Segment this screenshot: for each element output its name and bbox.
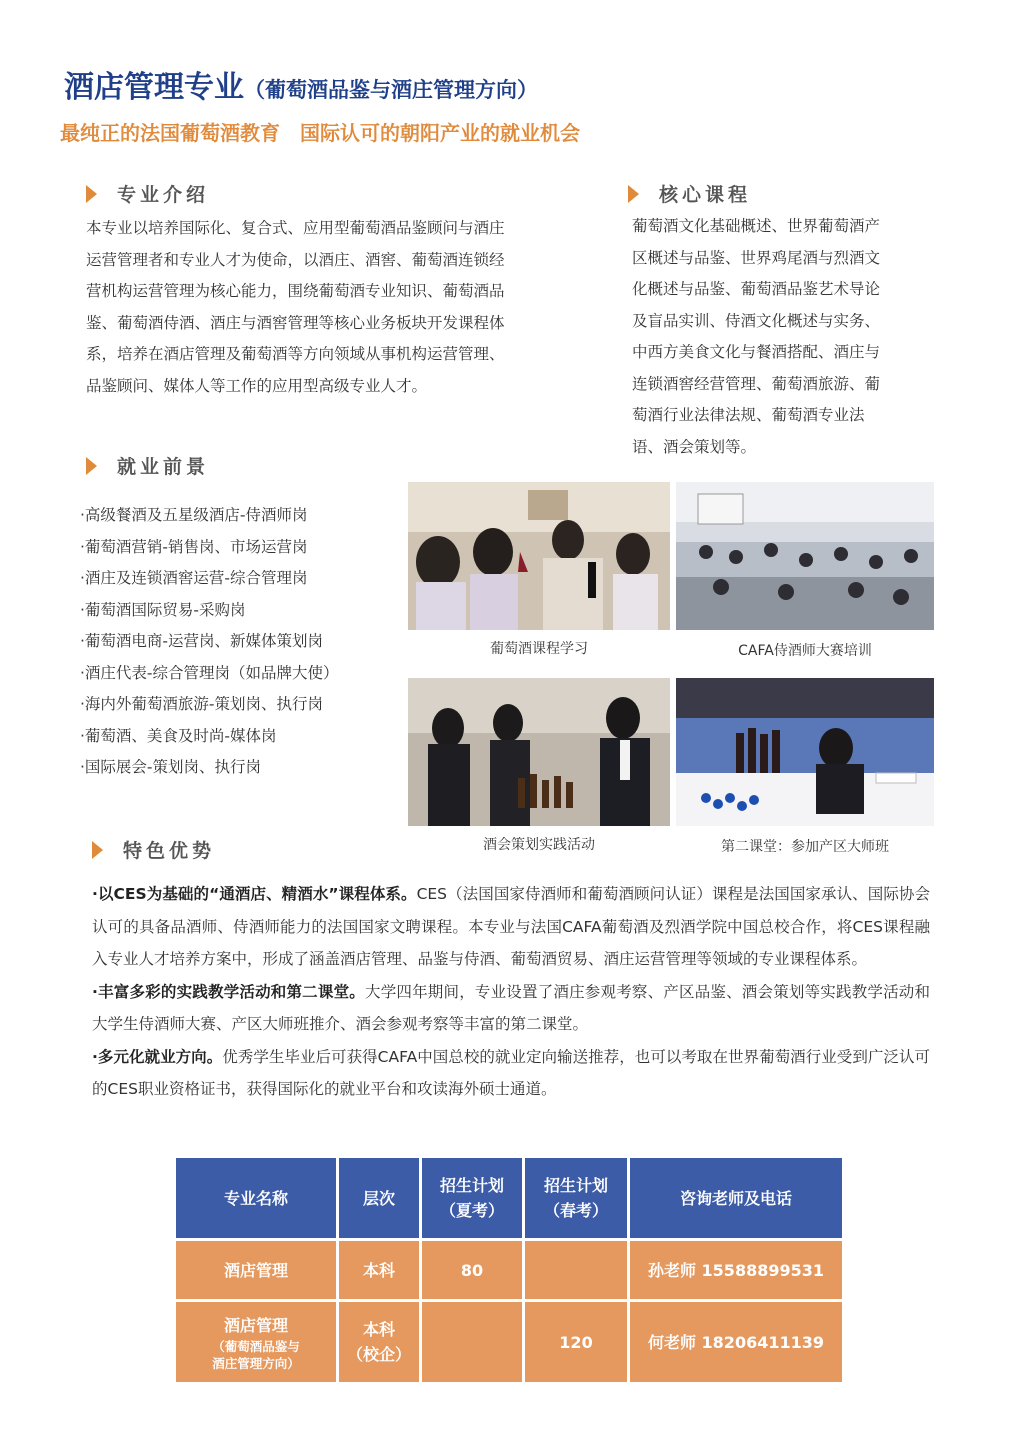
triangle-bullet-icon: [86, 185, 97, 203]
photo-caption: 第二课堂：参加产区大师班: [721, 839, 889, 855]
header-cell: 专业名称: [176, 1158, 336, 1238]
table-cell: 何老师 18206411139: [630, 1302, 842, 1382]
table-cell: 孙老师 15588899531: [630, 1241, 842, 1299]
core-heading: 核心课程: [628, 180, 751, 207]
employment-heading: 就业前景: [86, 452, 209, 479]
core-paragraph: 葡萄酒文化基础概述、世界葡萄酒产 区概述与品鉴、世界鸡尾酒与烈酒文 化概述与品鉴、葡萄酒品鉴艺术导论 及盲品实训、侍酒文化概述与实务、 中西方美食文化与餐酒搭配、酒庄与 连锁酒窖经营管理、葡萄酒旅游、葡 萄酒行业法律法规、葡萄酒专业法 语、酒会策划等。: [632, 217, 881, 456]
table-cell: 酒店管理: [176, 1241, 336, 1299]
list-item: ·酒庄代表-综合管理岗（如品牌大使）: [80, 663, 339, 682]
intro-heading: 专业介绍: [86, 180, 209, 207]
table-cell: 本科: [339, 1241, 419, 1299]
photo-caption: 葡萄酒课程学习: [490, 641, 588, 657]
list-item: ·葡萄酒国际贸易-采购岗: [80, 600, 246, 619]
table-cell: 80: [422, 1241, 522, 1299]
triangle-bullet-icon: [628, 185, 639, 203]
table-row: [176, 1302, 842, 1382]
photo-wine-party: [408, 678, 670, 826]
employment-list: [80, 500, 339, 784]
photo-wine-course: [408, 482, 670, 630]
header-cell: 招生计划 （春考）: [525, 1158, 627, 1238]
photo-caption: 酒会策划实践活动: [483, 837, 595, 853]
title-sub: （葡萄酒品鉴与酒庄管理方向）: [244, 77, 538, 102]
photo-caption: CAFA侍酒师大赛培训: [738, 643, 872, 659]
list-item: ·海内外葡萄酒旅游-策划岗、执行岗: [80, 695, 324, 713]
list-item: ·葡萄酒、美食及时尚-媒体岗: [80, 726, 277, 745]
header-cell: 层次: [339, 1158, 419, 1238]
table-cell: 120: [525, 1302, 627, 1382]
photo-master-class: [676, 678, 934, 826]
feature-item: ·多元化就业方向。优秀学生毕业后可获得CAFA中国总校的就业定向输送推荐，也可以考取在世界葡萄酒行业受到广泛认可的CES职业资格证书，获得国际化的就业平台和攻读海外硕士通道。: [92, 1047, 930, 1098]
feature-item: ·以CES为基础的“通酒店、精酒水”课程体系。CES（法国国家侍酒师和葡萄酒顾问认证）课程是法国国家承认、国际协会认可的具备品酒师、侍酒师能力的法国国家文聘课程。本专业与法国CAFA葡萄酒及烈酒学院中国总校合作，将CES课程融入专业人才培养方案中，形成了涵盖酒店管理、品鉴与侍酒、葡萄酒贸易、酒庄运营管理等领域的专业课程体系。: [92, 885, 930, 968]
feature-item: ·丰富多彩的实践教学活动和第二课堂。大学四年期间，专业设置了酒庄参观考察、产区品鉴、酒会策划等实践教学活动和大学生侍酒师大赛、产区大师班推介、酒会参观考察等丰富的第二课堂。: [92, 982, 930, 1033]
table-cell: [422, 1302, 522, 1382]
list-item: ·酒庄及连锁酒窖运营-综合管理岗: [80, 569, 308, 587]
triangle-bullet-icon: [92, 841, 103, 859]
enrollment-table: [173, 1155, 845, 1385]
list-item: ·国际展会-策划岗、执行岗: [80, 758, 262, 776]
page-title: [64, 62, 538, 106]
table-header-row: [176, 1158, 842, 1238]
features-paragraph: [92, 878, 930, 1106]
features-heading: 特色优势: [92, 836, 215, 863]
list-item: ·葡萄酒电商-运营岗、新媒体策划岗: [80, 632, 324, 650]
triangle-bullet-icon: [86, 457, 97, 475]
header-cell: 招生计划 （夏考）: [422, 1158, 522, 1238]
list-item: ·葡萄酒营销-销售岗、市场运营岗: [80, 537, 308, 556]
table-row: [176, 1241, 842, 1299]
intro-paragraph: 本专业以培养国际化、复合式、应用型葡萄酒品鉴顾问与酒庄 运营管理者和专业人才为使命，以酒庄、酒窖、葡萄酒连锁经 营机构运营管理为核心能力，围绕葡萄酒专业知识、葡萄酒品 鉴、葡萄酒侍酒、酒庄与酒窖管理等核心业务板块开发课程体 系，培养在酒店管理及葡萄酒等方向领域从事机构运营管理、 品鉴顾问、媒体人等工作的应用型高级专业人才。: [86, 219, 505, 395]
photo-cafa-training: [676, 482, 934, 630]
header-cell: 咨询老师及电话: [630, 1158, 842, 1238]
slogan: 最纯正的法国葡萄酒教育 国际认可的朝阳产业的就业机会: [60, 121, 580, 145]
table-cell: 酒店管理 （葡萄酒品鉴与 酒庄管理方向）: [176, 1302, 336, 1382]
title-main: 酒店管理专业: [64, 70, 244, 105]
table-cell: [525, 1241, 627, 1299]
list-item: ·高级餐酒及五星级酒店-侍酒师岗: [80, 506, 308, 524]
table-cell: 本科 （校企）: [339, 1302, 419, 1382]
